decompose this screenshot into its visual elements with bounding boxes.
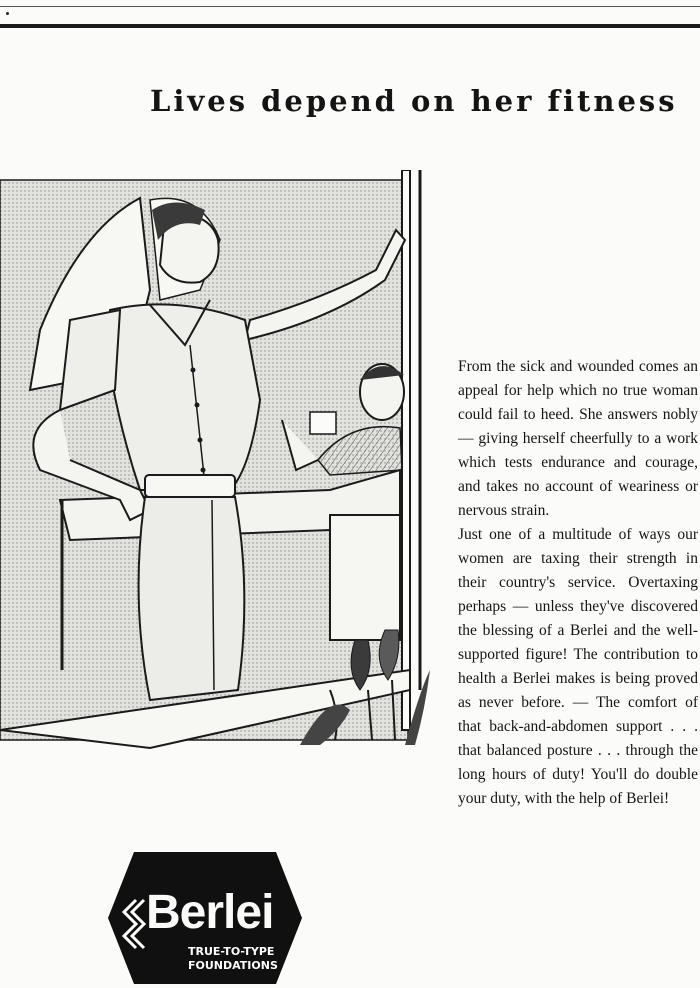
body-copy bbox=[458, 355, 698, 811]
body-paragraph: Just one of a multitude of ways our women are taxing their strength in their country's service. Overtaxing perhaps — unless they've discovered the blessing of a Berlei and the well-supported figure! The contribution to health a Berlei makes is being proved as never before. — The comfort of that back-and-abdomen support . . . that balanced posture . . . through the long hours of duty! You'll do double your duty, with the help of Berlei! bbox=[458, 526, 698, 807]
print-speck bbox=[6, 12, 9, 15]
logo-tagline-line1: TRUE-TO-TYPE bbox=[188, 945, 275, 958]
nurse-illustration bbox=[0, 170, 432, 750]
top-thin-rule bbox=[0, 6, 700, 7]
logo-wordmark: Berlei bbox=[146, 886, 274, 939]
top-heavy-rule bbox=[0, 24, 700, 28]
logo-tagline-line2: FOUNDATIONS bbox=[188, 959, 278, 972]
headline: Lives depend on her fitness bbox=[150, 84, 678, 118]
body-paragraph: From the sick and wounded comes an appeal for help which no true woman could fail to heed. She answers nobly — giving herself cheerfully to a work which tests endurance and courage, and takes no account of weariness or nervous strain. bbox=[458, 358, 698, 519]
berlei-logo bbox=[106, 850, 304, 986]
window-frame bbox=[402, 170, 410, 730]
